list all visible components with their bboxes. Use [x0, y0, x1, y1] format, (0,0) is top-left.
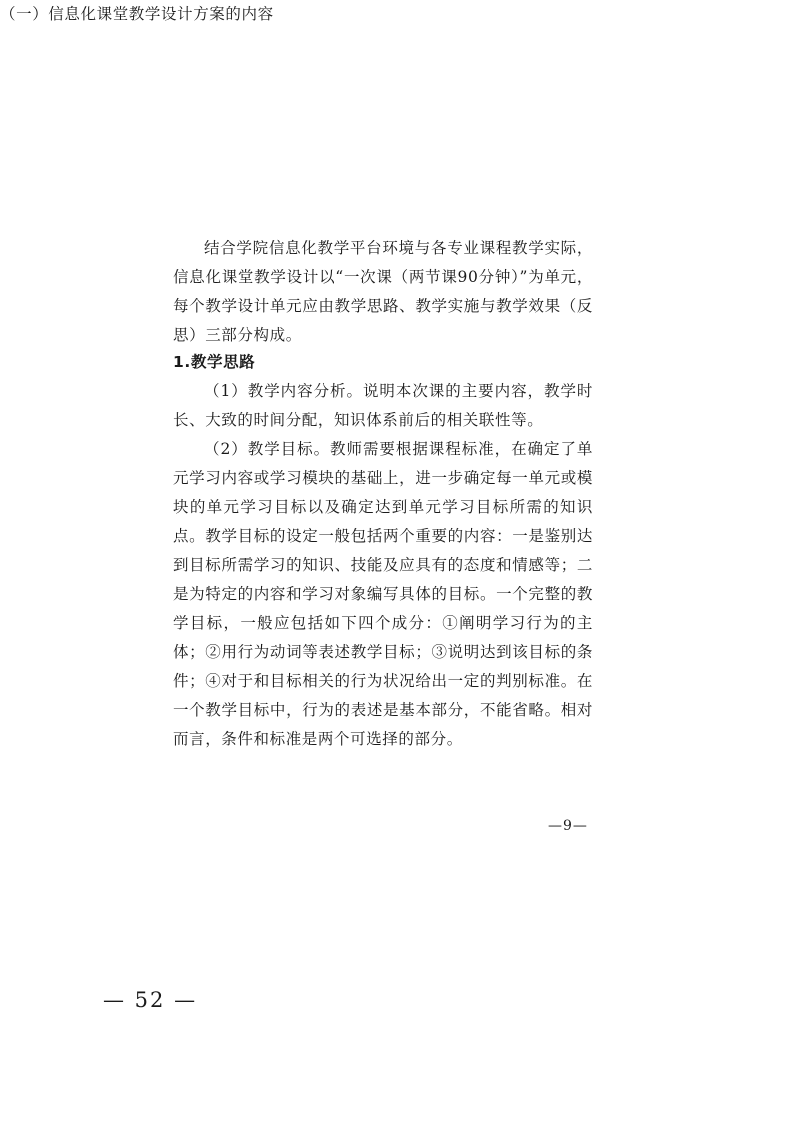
intro-paragraph [173, 234, 593, 350]
item2-text: （2）教学目标。教师需要根据课程标准，在确定了单元学习内容或学习模块的基础上，进一步确定每一单元或模块的单元学习目标以及确定达到单元学习目标所需的知识点。教学目标的设定一般包括两个重要的内容：一是鉴别达到目标所需学习的知识、技能及应具有的态度和情感等；二是为特定的内容和学习对象编写具体的目标。一个完整的教学目标，一般应包括如下四个成分：①阐明学习行为的主体；②用行为动词等表述教学目标；③说明达到该目标的条件；④对于和目标相关的行为状况给出一定的判别标准。在一个教学目标中，行为的表述是基本部分，不能省略。相对而言，条件和标准是两个可选择的部分。 [173, 440, 593, 748]
teaching-content-analysis-paragraph [173, 377, 593, 435]
item1-text: （1）教学内容分析。说明本次课的主要内容，教学时长、大致的时间分配，知识体系前后的相关联性等。 [173, 382, 593, 429]
subsection-heading [173, 348, 593, 377]
teaching-objectives-paragraph [173, 435, 593, 754]
subsection-heading-text: 1.教学思路 [173, 353, 256, 371]
outer-page-number: — 52 — [103, 988, 198, 1012]
inner-page-number: —9— [548, 818, 588, 834]
section-heading: （一）信息化课堂教学设计方案的内容 [0, 5, 274, 23]
intro-paragraph-text: 结合学院信息化教学平台环境与各专业课程教学实际，信息化课堂教学设计以“一次课（两节课90分钟）”为单元，每个教学设计单元应由教学思路、教学实施与教学效果（反思）三部分构成。 [173, 239, 593, 344]
